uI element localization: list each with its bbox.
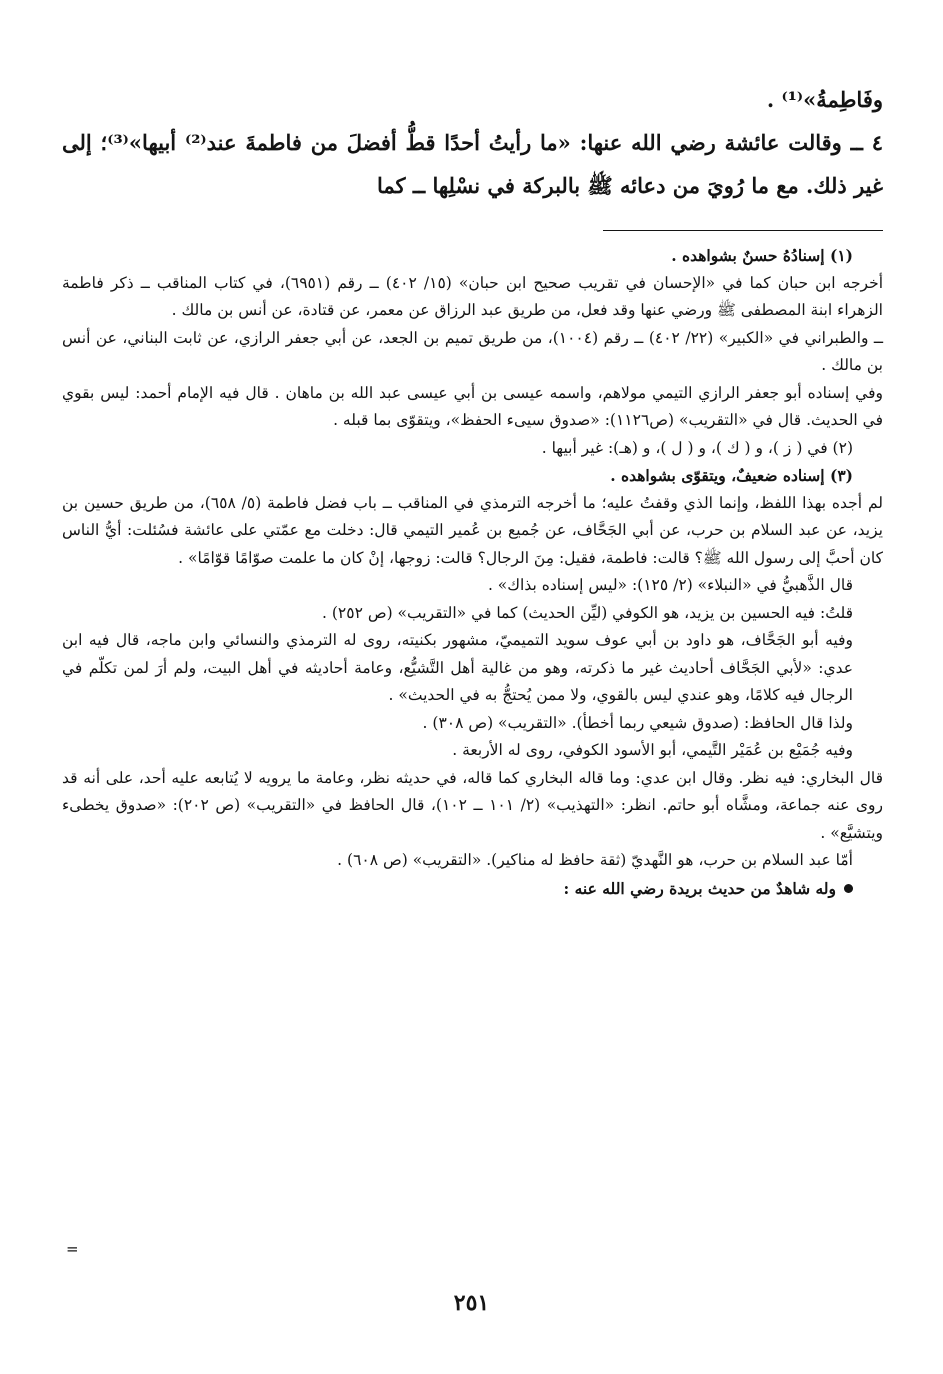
footnote-paragraph: ــ والطبراني في «الكبير» (٢٢/ ٤٠٢) ــ رقم (١٠٠٤)، من طريق تميم بن الجعد، عن أبي جعفر الرازي، عن ثابت البناني، عن أنس بن مالك . [62, 328, 883, 374]
footnote-2: (٢) في ( ز )، و ( ك )، و ( ل )، و (هـ): غير أبيها . [541, 438, 853, 457]
continuation-mark: = [66, 1240, 79, 1258]
footnote-paragraph: وفيه جُمَيْع بن عُمَيْر التَّيمي، أبو الأسود الكوفي، روى له الأربعة . [452, 741, 853, 759]
footnote-paragraph: أخرجه ابن حبان كما في «الإحسان في تقريب صحيح ابن حبان» (١٥/ ٤٠٢) ــ رقم (٦٩٥١)، في كتاب المناقب ــ ذكر فاطمة الزهراء ابنة المصطفى ﷺ ورضي عنها وقد فعل، من طريق عبد الرزاق عن معمر، عن قتادة، عن أنس بن مالك . [62, 273, 883, 319]
footnote-paragraph: قلتُ: فيه الحسين بن يزيد، هو الكوفي (ليِّن الحديث) كما في «التقريب» (ص ٢٥٢) . [322, 603, 853, 622]
page-number: ٢٥١ [453, 1290, 490, 1316]
footnote-paragraph: وفيه أبو الجَحَّاف، هو داود بن أبي عوف سويد التميميّ، مشهور بكنيته، روى له الترمذي والنسائي وابن ماجه، قال فيه ابن عدي: «لأبي الجَحَّاف أحاديث غير ما ذكرته، وهو من غالية أهل التَّشيُّع، وعامة أحاديثه في أهل البيت، ولم أرَ لمن تكلّم في الرجال فيه كلامًا، وهو عندي ليس بالقوي، ولا ممن يُحتجُّ به في الحديث» . [62, 631, 853, 704]
footnotes [62, 242, 883, 902]
footnote-paragraph: قال الذَّهبيُّ في «النبلاء» (٢/ ١٢٥): «ليس إسناده بذاك» . [487, 576, 853, 594]
footnote-paragraph: أمّا عبد السلام بن حرب، هو النَّهديّ (ثقة حافظ له مناكير). «التقريب» (ص ٦٠٨) . [337, 851, 853, 869]
footnote-3-heading: (٣) إسناده ضعيفٌ، ويتقوّى بشواهده . [610, 466, 853, 485]
footnote-paragraph: قال البخاري: فيه نظر. وقال ابن عدي: وما قاله البخاري كما قاله، في حديثه نظر، وعامة ما يرويه لا يُتابعه عليه أحد، على أنه قد روى عنه جماعة، ومشَّاه أبو حاتم. انظر: «التهذيب» (٢/ ١٠١ ــ ١٠٢)، قال الحافظ في «التقريب» (ص ٢٠٢): «صدوق يخطىء ويتشيَّع» . [62, 768, 884, 842]
main-paragraph-4: ٤ ــ وقالت عائشة رضي الله عنها: «ما رأيتُ أحدًا قطُّ أفضلَ من فاطمةَ عند⁽²⁾ أبيها»⁽³⁾؛ إلى غير ذلك. مع ما رُويَ من دعائه ﷺ بالبركة في نسْلِها ــ كما [62, 130, 883, 198]
footnote-bullet-line [62, 875, 883, 903]
footnote-1-heading: (١) إسنادُهُ حسنٌ بشواهده . [671, 246, 853, 265]
bullet-icon [844, 884, 853, 893]
main-line-1: وفَاطِمةُ»⁽¹⁾ . [766, 87, 883, 112]
footnote-bullet-text: وله شاهدٌ من حديث بريدة رضي الله عنه : [563, 878, 836, 898]
footnote-paragraph: لم أجده بهذا اللفظ، وإنما الذي وقفتُ عليه؛ ما أخرجه الترمذي في المناقب ــ باب فضل فاطمة (٥/ ٦٥٨)، من طريق حسين بن يزيد، عن عبد السلام بن حرب، عن أبي الجَحَّاف، عن جُميع بن عُمير التيمي قال: دخلت مع عمّتي على عائشة فسُئلت: أيُّ الناس كان أحبَّ إلى رسول الله ﷺ؟ قالت: فاطمة، فقيل: مِنَ الرجال؟ قالت: زوجها، إنْ كان ما علمت صوّامًا قوّامًا» . [62, 493, 883, 567]
main-text [62, 78, 883, 207]
footnote-separator [603, 230, 883, 231]
footnote-paragraph: وفي إسناده أبو جعفر الرازي التيمي مولاهم، واسمه عيسى بن أبي عيسى عبد الله بن ماهان . قال فيه الإمام أحمد: ليس بقوي في الحديث. قال في «التقريب» (ص١١٢٦): «صدوق سيىء الحفظ»، ويتقوّى بما قبله . [62, 383, 883, 429]
footnote-paragraph: ولذا قال الحافظ: (صدوق شيعي ربما أخطأ). «التقريب» (ص ٣٠٨) . [422, 713, 853, 732]
